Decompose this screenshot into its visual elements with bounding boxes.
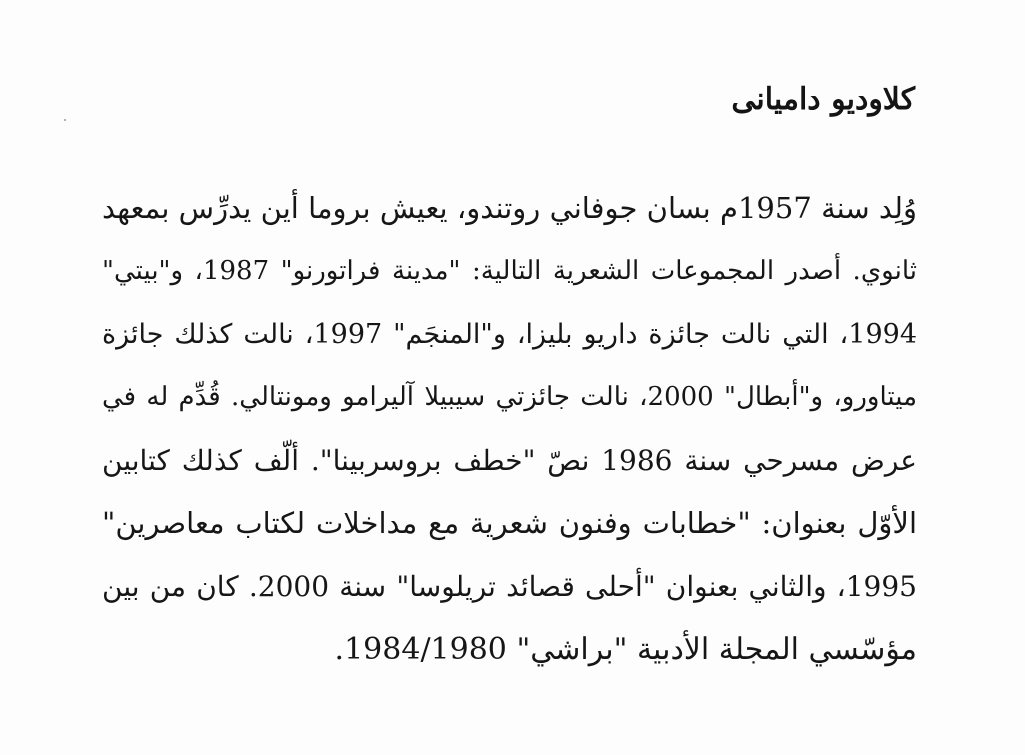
- paragraph-line: ثانوي. أصدر المجموعات الشعرية التالية: "مدينة فراتورنو" 1987، و"بيتي": [102, 256, 917, 286]
- page-title: كلاوديو داميانى: [731, 82, 915, 117]
- paragraph-line: 1995، والثاني بعنوان "أحلى قصائد تريلوسا" سنة 2000. كان من بين: [102, 570, 917, 603]
- paragraph-line: مؤسّسي المجلة الأدبية "براشي" 1984/1980.: [334, 632, 917, 667]
- paragraph-line: 1994، التي نالت جائزة داريو بليزا، و"المنجَم" 1997، نالت كذلك جائزة: [102, 319, 917, 350]
- paragraph-line: الأوّل بعنوان: "خطابات وفنون شعرية مع مداخلات لكتاب معاصرين": [102, 506, 917, 540]
- paragraph-line: ميتاورو، و"أبطال" 2000، نالت جائزتي سيبيلا آليرامو ومونتالي. قُدِّم له في: [102, 382, 917, 412]
- paragraph-line: عرض مسرحي سنة 1986 نصّ "خطف بروسربينا". ألّف كذلك كتابين: [102, 444, 917, 477]
- paragraph-line: وُلِد سنة 1957م بسان جوفاني روتندو، يعيش بروما أين يدرِّس بمعهد: [102, 191, 917, 225]
- paper-speck: [64, 119, 66, 121]
- biography-paragraph: [102, 177, 917, 681]
